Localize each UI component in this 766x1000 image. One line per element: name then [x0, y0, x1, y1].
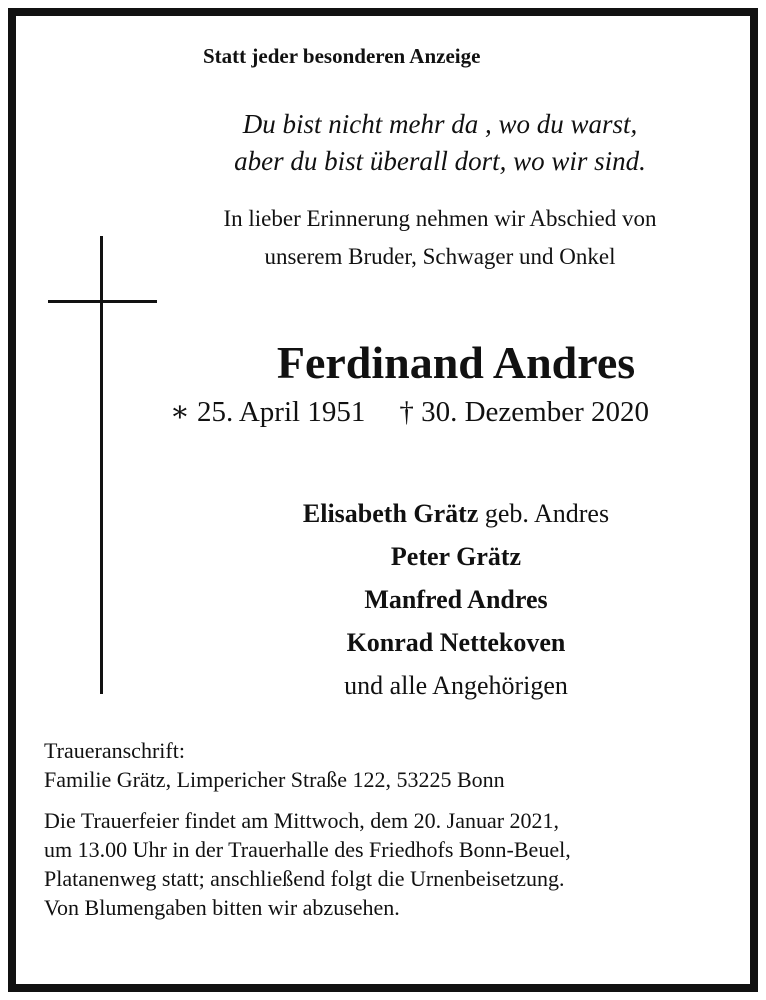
notice-header: Statt jeder besonderen Anzeige [203, 44, 481, 68]
poem-line-2: aber du bist überall dort, wo wir sind. [234, 146, 646, 176]
mourners-closing: und alle Angehörigen [344, 671, 568, 700]
death-dagger-icon: † [399, 396, 414, 428]
intro-line-1: In lieber Erinnerung nehmen wir Abschied von [223, 206, 657, 231]
intro-text [160, 200, 720, 276]
mourner-1-suffix: geb. Andres [478, 499, 610, 528]
poem-verse [160, 106, 720, 180]
service-line-4: Von Blumengaben bitten wir abzusehen. [44, 895, 400, 920]
mourners-list [160, 492, 752, 707]
intro-line-2: unserem Bruder, Schwager und Onkel [264, 244, 616, 269]
service-line-3: Platanenweg statt; anschließend folgt die Urnenbeisetzung. [44, 866, 565, 891]
mourner-4: Konrad Nettekoven [346, 628, 566, 657]
life-dates [170, 394, 649, 429]
service-info [44, 806, 571, 922]
cross-icon-horizontal [48, 300, 157, 303]
mourner-1-name: Elisabeth Grätz [302, 499, 479, 528]
notice-footer [44, 736, 571, 922]
birth-star-icon: ∗ [170, 396, 190, 428]
birth-date: 25. April 1951 [196, 396, 366, 428]
cross-icon-vertical [100, 236, 103, 694]
mourner-3: Manfred Andres [364, 585, 548, 614]
death-date: 30. Dezember 2020 [421, 396, 649, 428]
address-line: Familie Grätz, Limpericher Straße 122, 53225 Bonn [44, 767, 505, 792]
mourner-1 [160, 492, 752, 535]
service-line-2: um 13.00 Uhr in der Trauerhalle des Friedhofs Bonn-Beuel, [44, 837, 571, 862]
address-label: Traueranschrift: [44, 738, 185, 763]
service-line-1: Die Trauerfeier findet am Mittwoch, dem 20. Januar 2021, [44, 808, 560, 833]
poem-line-1: Du bist nicht mehr da , wo du warst, [242, 109, 638, 139]
mourner-2: Peter Grätz [390, 542, 522, 571]
deceased-name: Ferdinand Andres [276, 337, 636, 388]
